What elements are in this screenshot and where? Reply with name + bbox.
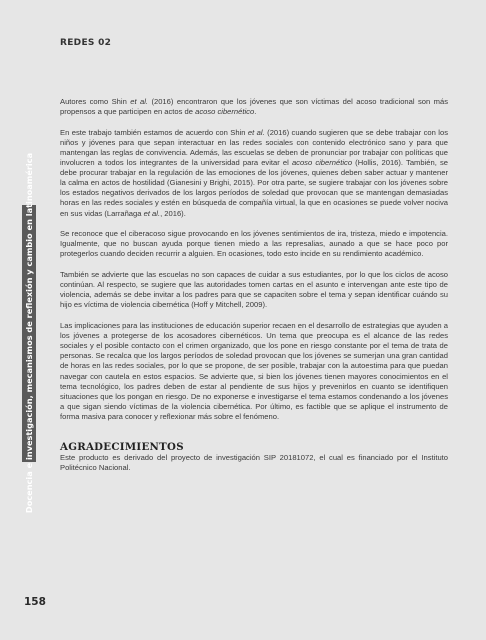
acknowledgements-heading: AGRADECIMIENTOS [60, 441, 184, 453]
running-header: REDES 02 [60, 38, 112, 48]
acknowledgements-text: Este producto es derivado del proyecto de investigación SIP 20181072, el cual es financiado por el Instituto Politécnico Nacional. [60, 453, 448, 473]
main-text [60, 97, 448, 484]
paragraph: Autores como Shin et al. (2016) encontraron que los jóvenes que son víctimas del acoso tradicional son más propensos a que participen en actos de acoso cibernético. [60, 97, 448, 117]
paragraph: También se advierte que las escuelas no son capaces de cuidar a sus estudiantes, por lo que los ciclos de acoso continúan. Al respecto, se sugiere que las autoridades tomen cartas en el asunto e intervengan ante este tipo de violencia, además se debe invitar a los padres para que se capaciten sobre el tema y sepan identificar cuándo su hijo es víctima de violencia cibernética (Hoff y Mitchell, 2009). [60, 270, 448, 310]
paragraph: Se reconoce que el ciberacoso sigue provocando en los jóvenes sentimientos de ira, tristeza, miedo e impotencia. Igualmente, que no buscan ayuda porque tienen miedo a las represalias, aunado a que se hace poco por protegerlos cuando deciden recurrir a alguien. En ocasiones, todo esto incide en su rendimiento académico. [60, 229, 448, 259]
side-section-label: Docencia e investigación, mecanismos de reflexión y cambio en latinoamérica [24, 152, 34, 514]
paragraph: Las implicaciones para las instituciones de educación superior recaen en el desarrollo de estrategias que ayuden a los jóvenes a protegerse de los acosadores cibernéticos. Un tema que preocupa es el alcance de las redes sociales y el posible contacto con el crimen organizado, que los pone en riesgo constante por el tema de trata de personas. Se recalca que los largos períodos de soledad provocan que los jóvenes se sumerjan una gran cantidad de horas en las redes sociales, por lo que se propone, de ser posible, trabajar con la autoestima para que puedan navegar con cautela en estos espacios. Se advierte que, si bien los jóvenes tienen mayores conocimientos en el tema tecnológico, los padres deben de estar al pendiente de sus hijos y prevenirlos en cuanto se identifiquen situaciones que los pongan en riesgo. De no exponerse e investigarse el tema estamos condenando a los jóvenes a que sigan siendo víctimas de la violencia cibernética. Por último, es factible que se aplique el instrumento de forma masiva para conocer y reflexionar más sobre el fenómeno. [60, 321, 448, 421]
paragraph: En este trabajo también estamos de acuerdo con Shin et al. (2016) cuando sugieren que se debe trabajar con los niños y jóvenes para que sepan interactuar en las redes sociales con contenido electrónico sano y para que mantengan las reglas de convivencia. Además, las escuelas se deben de pronunciar por trabajar con políticas que involucren a todos los integrantes de la universidad para evitar el acoso cibernético (Hollis, 2016). También, se debe procurar trabajar en la regulación de las emociones de los jóvenes, quienes deben saber actuar y mantener la calma en actos de hostilidad (Gianesini y Brighi, 2015). Por otra parte, se sugiere trabajar con los jóvenes sobre los estados negativos derivados de los largos períodos de soledad que provocan que se mantengan demasiadas horas en las redes sociales y estén en búsqueda de compañía virtual, la que en ocasiones se puede volver nociva en sus vidas (Larrañaga et al., 2016). [60, 127, 448, 218]
page-number: 158 [24, 596, 46, 608]
